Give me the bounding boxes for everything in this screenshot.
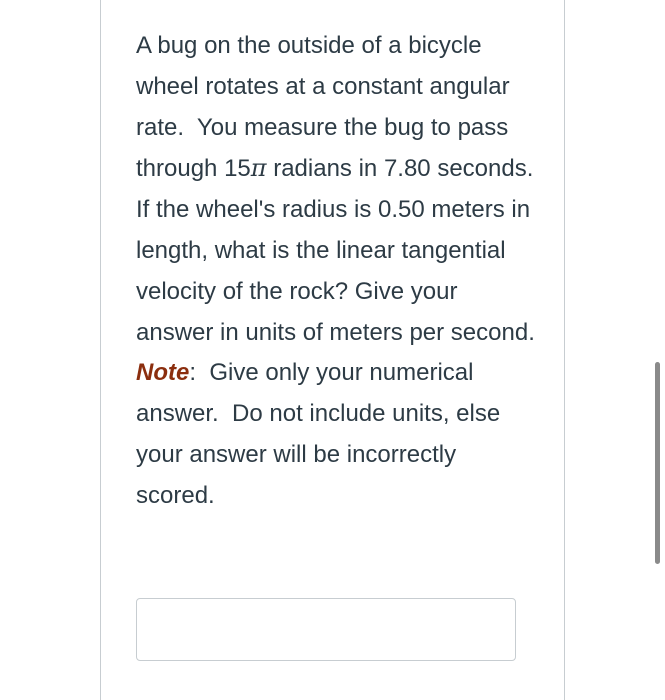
question-text bbox=[136, 26, 547, 517]
question-text-part3: : Give only your numerical answer. Do not include units, else your answer will be incorrectly scored. bbox=[136, 359, 507, 509]
note-label: Note bbox=[136, 359, 190, 387]
answer-input[interactable] bbox=[136, 598, 516, 661]
question-text-part2: radians in 7.80 seconds. If the wheel's radius is 0.50 meters in length, what is the linear tangential velocity of the rock? Give your answer in units of meters per second. bbox=[136, 155, 547, 346]
pi-symbol: π bbox=[250, 154, 267, 183]
question-text-part1: A bug on the outside of a bicycle wheel rotates at a constant angular rate. You measure the bug to pass through 15 bbox=[136, 32, 517, 183]
scrollbar-thumb[interactable] bbox=[655, 362, 660, 564]
